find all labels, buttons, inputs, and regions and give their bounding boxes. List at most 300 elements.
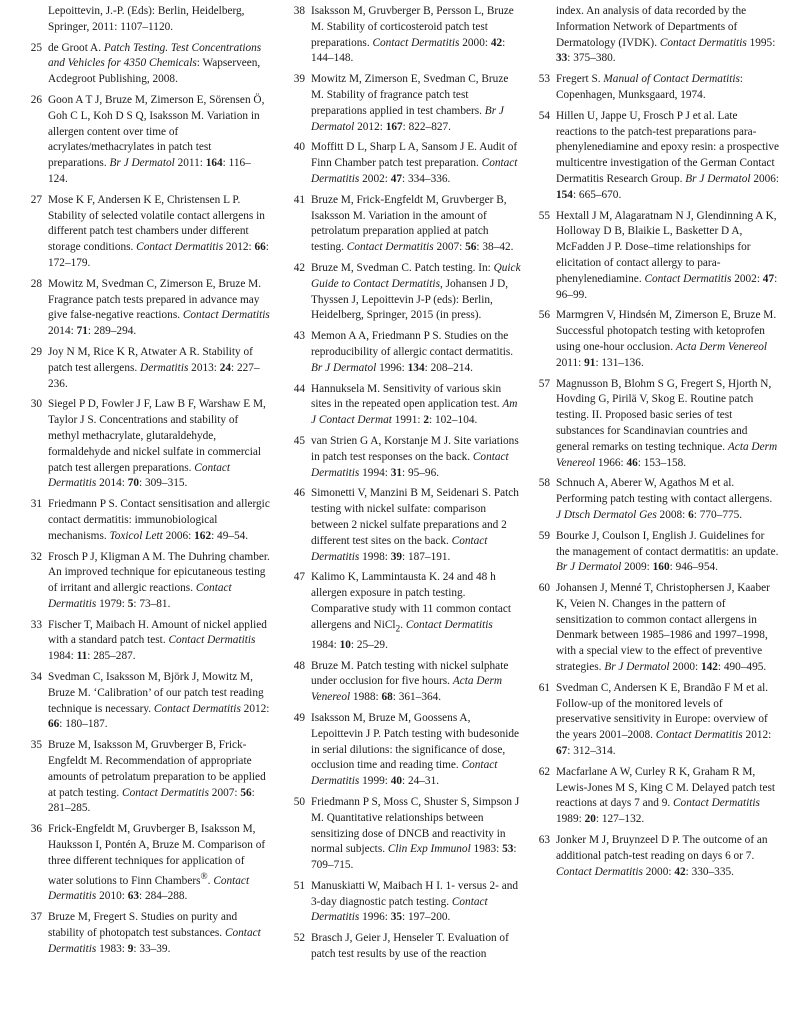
reference-number: 40: [293, 141, 305, 154]
reference-source: Toxicol Lett: [109, 529, 163, 542]
reference-text-segment: : 116–124.: [48, 157, 251, 185]
reference-number: 45: [293, 434, 305, 447]
reference-text: [556, 209, 780, 304]
reference-text-segment: Mose K F, Andersen K E, Christensen L P. Stability of selected volatile contact allergens in different patch test chambers under different storage conditions.: [48, 193, 265, 254]
reference-text: [311, 659, 521, 706]
reference-text: [48, 193, 270, 272]
reference-source: Quick Guide to Contact Dermatitis: [311, 261, 521, 290]
reference-text-segment: Macfarlane A W, Curley R K, Graham R M, Lewis-Jones M S, King C M. Delayed patch test reactions at days 7 and 9.: [556, 765, 776, 810]
reference-number: 34: [30, 671, 42, 684]
reference-entry: [285, 879, 521, 926]
reference-entry: [285, 140, 521, 187]
reference-text-segment: 2011:: [174, 157, 206, 170]
reference-text-segment: Friedmann P S. Contact sensitisation and allergic contact dermatitis: immunobiological mechanisms.: [48, 498, 270, 542]
reference-text-segment: Fregert S.: [556, 73, 604, 86]
reference-volume: 5: [127, 597, 134, 610]
reference-text-segment: 1983:: [470, 843, 503, 856]
reference-number: 37: [30, 911, 42, 923]
reference-number: 52: [293, 932, 305, 945]
reference-number: 54: [538, 109, 550, 122]
reference-number: 29: [30, 345, 42, 358]
reference-text: [48, 550, 270, 613]
reference-text-segment: 1966:: [595, 456, 627, 469]
reference-entry: [22, 618, 270, 665]
reference-volume: 53: [502, 843, 514, 856]
reference-entry: [22, 397, 270, 492]
reference-volume: 134: [407, 361, 425, 374]
reference-source: Manual of Contact Dermatitis: [603, 73, 740, 86]
reference-volume: 67: [556, 745, 568, 758]
reference-entry: [285, 261, 521, 324]
reference-source: Br J Dermatol: [685, 172, 751, 185]
reference-text: [311, 434, 521, 481]
reference-text-segment: Joy N M, Rice K R, Atwater A R. Stability of patch test allergens.: [48, 345, 253, 374]
reference-number: 42: [293, 261, 305, 274]
reference-text-segment: Mowitz M, Zimerson E, Svedman C, Bruze M. Stability of fragrance patch test preparations applied in test chambers.: [311, 73, 509, 117]
reference-text-segment: 2014:: [96, 477, 128, 490]
reference-number: 30: [30, 398, 42, 411]
reference-number: 47: [293, 571, 305, 584]
reference-text-segment: : 197–200.: [402, 911, 451, 924]
reference-text-segment: 1996:: [376, 361, 408, 374]
reference-source: Br J Dermatol: [311, 104, 504, 133]
reference-number: 31: [30, 498, 42, 511]
reference-text-segment: Magnusson B, Blohm S G, Fregert S, Hjorth N, Hovding G, Pirilä V, Skog E. Routine patch testing. II. Proposed basic series of test substances for Scandinavian countries and general remarks on testing technique.: [556, 377, 772, 453]
reference-text-segment: 1995:: [746, 36, 776, 49]
reference-text-segment: 2007:: [208, 786, 241, 799]
reference-source: Am J Contact Dermat: [311, 398, 518, 427]
reference-text-segment: Marmgren V, Hindsén M, Zimerson E, Bruze M. Successful photopatch testing with ketoprofen using one-hour occlusion.: [556, 309, 777, 353]
reference-number: 46: [293, 487, 305, 500]
reference-text-segment: 2000:: [669, 661, 701, 674]
reference-entry: [530, 681, 780, 760]
reference-text-segment: 1984:: [311, 638, 340, 651]
reference-entry: [285, 382, 521, 429]
reference-source: Contact Dermatitis: [673, 797, 760, 810]
reference-text-segment: : 153–158.: [637, 456, 687, 469]
reference-text-segment: : 822–827.: [402, 120, 451, 133]
reference-source: Contact Dermatitis: [48, 926, 261, 955]
reference-volume: 68: [381, 691, 393, 704]
reference-text-segment: Lepoittevin, J.-P. (Eds): Berlin, Heidelberg, Springer, 2011: 1107–1120.: [48, 5, 245, 33]
reference-text-segment: Simonetti V, Manzini B M, Seidenari S. Patch testing with nickel sulfate: comparison between 2 nickel sulfate preparations and 2 different test sites on the back.: [311, 487, 519, 547]
reference-source: Contact Dermatitis: [659, 36, 747, 49]
reference-entry: [530, 72, 780, 104]
reference-volume: 10: [339, 638, 351, 651]
reference-text-segment: 2012:: [240, 702, 270, 715]
reference-entry: [22, 822, 270, 905]
reference-volume: 6: [688, 508, 694, 521]
reference-volume: 33: [556, 52, 568, 65]
reference-text: [311, 879, 521, 926]
reference-text-segment: Bourke J, Coulson I, English J. Guidelines for the management of contact dermatitis: an update.: [556, 529, 779, 558]
reference-source: Contact Dermatitis: [311, 450, 509, 479]
reference-text: [311, 486, 521, 565]
reference-volume: 42: [490, 36, 503, 49]
reference-volume: 167: [385, 120, 403, 133]
reference-text-segment: : 281–285.: [48, 786, 255, 815]
reference-text-segment: : 227–236.: [48, 361, 260, 390]
reference-text-segment: 2007:: [433, 241, 466, 254]
reference-entry: [22, 910, 270, 957]
reference-text-segment: : 709–715.: [311, 843, 517, 872]
reference-text-segment: : 330–335.: [685, 865, 734, 878]
reference-text: [556, 377, 780, 472]
reference-text-segment: Fischer T, Maibach H. Amount of nickel applied with a standard patch test.: [48, 618, 267, 647]
reference-text-segment: : 770–775.: [693, 508, 743, 521]
reference-text-segment: 1979:: [96, 597, 128, 610]
reference-text-segment: Isaksson M, Bruze M, Goossens A, Lepoittevin J P. Patch testing with budesonide in serial dilutions: the significance of dose, occlusion time and reading time.: [311, 711, 520, 772]
reference-text-segment: : 144–148.: [311, 36, 506, 65]
reference-text: [311, 72, 521, 135]
reference-text-segment: 2000:: [459, 36, 491, 49]
reference-text-segment: van Strien G A, Korstanje M J. Site variations in patch test responses on the back.: [311, 434, 519, 463]
reference-text-segment: index. An analysis of data recorded by the Information Network of Departments of Dermatology (IVDK).: [556, 5, 747, 49]
reference-text: [48, 5, 245, 33]
reference-text-segment: 2009:: [621, 561, 653, 574]
reference-text-segment: Johansen J, Menné T, Christophersen J, Kaaber K, Veien N. Changes in the pattern of sensitization to common contact allergens in Denmark between 1985–1986 and 1997–1998, with a special view to the effect of preventive strategies.: [556, 582, 770, 674]
reference-source: Contact Dermatitis: [153, 702, 241, 715]
reference-entry: [285, 711, 521, 790]
reference-source: Contact Dermatitis: [48, 874, 250, 903]
reference-text-segment: Hillen U, Jappe U, Frosch P J et al. Late reactions to the patch-test preparations para-phenylenediamine and epoxy resin: a prospective multicentre investigation of the German Contact Dermatitis Research Group.: [556, 109, 780, 185]
reference-entry: [22, 93, 270, 188]
reference-text-segment: : 49–54.: [211, 529, 249, 542]
reference-volume: 9: [127, 942, 134, 955]
reference-entry: [285, 193, 521, 256]
reference-volume: 164: [205, 157, 223, 170]
reference-text: [48, 345, 270, 392]
reference-entry: [285, 486, 521, 565]
reference-text-segment: 2008:: [656, 508, 689, 521]
reference-source: Contact Dermatitis: [168, 634, 256, 647]
reference-text: [556, 72, 780, 104]
reference-text-segment: 1994:: [359, 466, 391, 479]
reference-text-segment: : 309–315.: [139, 477, 188, 490]
reference-entry: [285, 434, 521, 481]
reference-number: 61: [538, 681, 550, 694]
reference-entry: [285, 659, 521, 706]
reference-source: Clin Exp Immunol: [387, 843, 471, 856]
reference-text-segment: : 96–99.: [556, 272, 778, 301]
reference-text: [48, 41, 270, 88]
reference-continuation: [530, 4, 780, 67]
reference-text: [311, 931, 521, 963]
reference-text-segment: : Wapserveen, Acdegroot Publishing, 2008.: [48, 57, 261, 86]
reference-volume: 66: [254, 241, 266, 254]
reference-text: [311, 140, 521, 187]
reference-text-segment: Bruze M, Fregert S. Studies on purity and stability of photopatch test substances.: [48, 911, 238, 939]
reference-source: Contact Dermatitis: [136, 241, 224, 254]
reference-entry: [285, 795, 521, 874]
reference-text-segment: Memon A A, Friedmann P S. Studies on the reproducibility of allergic contact dermatitis.: [311, 330, 514, 358]
reference-source: Contact Dermatitis: [311, 157, 518, 185]
reference-entry: [22, 345, 270, 392]
reference-volume: 11: [76, 650, 88, 663]
reference-source: J Dtsch Dermatol Ges: [556, 508, 657, 521]
reference-number: 59: [538, 529, 550, 542]
reference-text: [556, 581, 780, 676]
reference-number: 48: [293, 659, 305, 672]
reference-text-segment: 2010:: [96, 890, 128, 903]
reference-text-segment: 1989:: [556, 813, 585, 826]
reference-number: 28: [30, 277, 42, 290]
reference-text-segment: : 665–670.: [572, 188, 622, 201]
reference-text-segment: : 208–214.: [424, 361, 473, 374]
reference-number: 43: [293, 330, 305, 343]
reference-text: [48, 277, 270, 340]
reference-number: 38: [293, 5, 305, 17]
reference-number: 35: [30, 739, 42, 752]
reference-volume: 40: [390, 775, 403, 788]
reference-source: Contact Dermatitis: [372, 36, 460, 49]
reference-entry: [22, 277, 270, 340]
reference-text: [556, 833, 780, 880]
reference-text-segment: : 38–42.: [476, 241, 514, 254]
reference-text: [556, 476, 780, 523]
reference-number: 62: [538, 765, 550, 778]
reference-text-segment: : 180–187.: [59, 718, 108, 731]
reference-volume: 47: [390, 172, 403, 185]
reference-volume: 2: [423, 414, 429, 427]
reference-entry: [285, 570, 521, 653]
reference-source: Br J Dermatol: [311, 361, 377, 374]
reference-source: Acta Derm Venereol: [556, 440, 778, 469]
reference-text-segment: Jonker M J, Bruynzeel D P. The outcome of an additional patch-test reading on days 6 or 7.: [556, 834, 768, 862]
reference-source: Contact Dermatitis: [346, 241, 434, 254]
reference-text: [48, 738, 270, 817]
reference-text-segment: Frosch P J, Kligman A M. The Duhring chamber. An improved technique for epicutaneous testing of irritant and allergic reactions.: [48, 550, 270, 595]
reference-text-segment: 1998:: [359, 550, 391, 563]
reference-text-segment: Svedman C, Isaksson M, Björk J, Mowitz M, Bruze M. ‘Calibration’ of our patch test reading technique is necessary.: [48, 671, 264, 715]
reference-text: [311, 795, 521, 874]
reference-text-segment: Friedmann P S, Moss C, Shuster S, Simpson J M. Quantitative relationships between sensitizing dose of DNCB and reactivity in normal subjects.: [311, 795, 520, 856]
reference-text: [311, 570, 521, 653]
reference-text-segment: Siegel P D, Fowler J F, Law B F, Warshaw E M, Taylor J S. Concentrations and stability of methyl methacrylate, glutaraldehyde, formaldehyde and nickel sulfate in commercial patch test allergen preparations.: [48, 398, 266, 474]
reference-text-segment: 1996:: [359, 911, 391, 924]
reference-entry: [285, 72, 521, 135]
reference-volume: 35: [390, 911, 403, 924]
reference-text-segment: Bruze M, Isaksson M, Gruvberger B, Frick-Engfeldt M. Recommendation of appropriate amounts of petrolatum preparation to be applied at patch testing.: [48, 739, 266, 799]
reference-text: [48, 618, 270, 665]
reference-text-segment: Bruze M, Frick-Engfeldt M, Gruvberger B, Isaksson M. Variation in the amount of petrolatum preparation applied at patch testing.: [311, 193, 507, 254]
reference-text: [311, 4, 521, 67]
reference-text-segment: : 73–81.: [133, 597, 171, 610]
reference-number: 36: [30, 823, 42, 836]
reference-text-segment: : 95–96.: [402, 466, 440, 479]
reference-volume: 42: [674, 865, 686, 878]
reference-source: Contact Dermatitis: [655, 729, 743, 742]
reference-text-segment: Frick-Engfeldt M, Gruvberger B, Isaksson M, Hauksson I, Pontén A, Bruze M. Comparison of three different techniques for application of water solutions to Finn Chambers: [48, 823, 266, 887]
reference-column-2: [285, 4, 521, 963]
reference-text: [48, 822, 270, 905]
reference-text: [48, 93, 270, 188]
reference-text: [311, 711, 521, 790]
reference-text-segment: 2: [395, 623, 401, 634]
reference-text-segment: : 490–495.: [717, 661, 767, 674]
reference-text-segment: : 33–39.: [133, 942, 171, 955]
reference-entry: [530, 308, 780, 371]
reference-text-segment: : 312–314.: [567, 745, 616, 758]
reference-entry: [285, 931, 521, 963]
reference-text-segment: : 127–132.: [595, 813, 645, 826]
reference-text-segment: 1999:: [359, 775, 391, 788]
reference-volume: 39: [390, 550, 403, 563]
reference-source: Dermatitis: [140, 361, 189, 374]
reference-number: 26: [30, 93, 42, 106]
reference-text-segment: 1984:: [48, 650, 77, 663]
reference-source: Contact Dermatitis: [122, 786, 209, 799]
reference-volume: 56: [240, 786, 252, 799]
reference-text: [48, 910, 270, 957]
reference-text: [556, 109, 780, 204]
reference-text-segment: 1991:: [391, 414, 424, 427]
reference-text: [556, 765, 780, 828]
reference-text-segment: 1983:: [96, 942, 128, 955]
reference-text-segment: : 946–954.: [669, 561, 718, 574]
reference-text-segment: : 361–364.: [392, 691, 442, 704]
reference-source: Acta Derm Venereol: [675, 340, 768, 353]
reference-continuation: [22, 4, 270, 36]
reference-volume: 154: [556, 188, 573, 201]
reference-text-segment: Hannuksela M. Sensitivity of various skin sites in the repeated open application test.: [311, 382, 503, 411]
reference-text: [556, 529, 780, 576]
reference-number: 56: [538, 309, 550, 322]
reference-number: 58: [538, 477, 550, 490]
reference-text-segment: 2002:: [359, 172, 391, 185]
reference-entry: [530, 377, 780, 472]
reference-entry: [530, 765, 780, 828]
reference-entry: [530, 476, 780, 523]
reference-text-segment: : 24–31.: [402, 775, 440, 788]
reference-text-segment: : 284–288.: [139, 890, 188, 903]
reference-text-segment: : 289–294.: [87, 325, 137, 338]
reference-text-segment: .: [207, 874, 214, 887]
reference-number: 41: [293, 193, 305, 206]
reference-text-segment: 2012:: [223, 241, 255, 254]
reference-volume: 63: [127, 890, 140, 903]
reference-text: [48, 670, 270, 733]
reference-text-segment: Schnuch A, Aberer W, Agathos M et al. Performing patch testing with contact allergens.: [556, 477, 773, 506]
reference-entry: [530, 833, 780, 880]
reference-text-segment: Bruze M. Patch testing with nickel sulphate under occlusion for five hours.: [311, 659, 509, 688]
reference-text-segment: : 102–104.: [429, 414, 478, 427]
reference-number: 44: [293, 382, 305, 395]
reference-text-segment: 2011:: [556, 356, 585, 369]
reference-entry: [530, 581, 780, 676]
reference-entry: [530, 529, 780, 576]
reference-volume: 20: [584, 813, 596, 826]
reference-entry: [22, 193, 270, 272]
reference-text-segment: 2012:: [354, 120, 386, 133]
reference-number: 25: [30, 41, 42, 54]
reference-text-segment: 2000:: [642, 865, 675, 878]
reference-text: [48, 397, 270, 492]
reference-volume: 160: [652, 561, 670, 574]
reference-text-segment: : 131–136.: [595, 356, 644, 369]
reference-source: Patch Testing. Test Concentrations and Vehicles for 4350 Chemicals: [48, 41, 262, 70]
reference-source: Contact Dermatitis: [311, 895, 488, 924]
reference-text: [556, 308, 780, 371]
reference-entry: [22, 550, 270, 613]
reference-entry: [285, 329, 521, 376]
reference-volume: 91: [584, 356, 596, 369]
reference-text-segment: : 334–336.: [402, 172, 451, 185]
reference-source: Contact Dermatitis: [311, 534, 488, 563]
reference-text: [311, 329, 521, 376]
reference-volume: 47: [762, 272, 775, 285]
reference-volume: 71: [76, 325, 88, 338]
reference-source: Contact Dermatitis: [48, 461, 231, 490]
reference-entry: [22, 497, 270, 544]
reference-text-segment: : 25–29.: [350, 638, 388, 651]
reference-number: 63: [538, 834, 550, 847]
reference-number: 33: [30, 618, 42, 631]
reference-volume: 66: [48, 718, 60, 731]
reference-text-segment: , Johansen J D, Thyssen J, Lepoittevin J-P (eds): Berlin, Heidelberg, Springer, 2015 (in press).: [311, 277, 509, 322]
reference-text: [311, 193, 521, 256]
reference-text-segment: 1988:: [350, 691, 382, 704]
reference-number: 57: [538, 377, 550, 390]
reference-entry: [22, 738, 270, 817]
reference-text-segment: Bruze M, Svedman C. Patch testing. In:: [311, 261, 494, 274]
reference-entry: [22, 41, 270, 88]
reference-source: Contact Dermatitis: [405, 618, 493, 631]
reference-text-segment: ®: [200, 871, 208, 882]
reference-source: Acta Derm Venereol: [311, 675, 503, 704]
reference-text-segment: : 375–380.: [567, 52, 616, 65]
reference-number: 39: [293, 73, 305, 86]
reference-text-segment: 2013:: [188, 361, 220, 374]
reference-text-segment: : Copenhagen, Munksgaard, 1974.: [556, 73, 744, 101]
reference-source: Contact Dermatitis: [644, 272, 732, 285]
reference-text: [48, 497, 270, 544]
reference-column-1: [22, 4, 270, 957]
reference-text-segment: 2002:: [731, 272, 763, 285]
reference-text-segment: Moffitt D L, Sharp L A, Sansom J E. Audit of Finn Chamber patch test preparation.: [311, 141, 518, 170]
reference-volume: 70: [127, 477, 140, 490]
reference-source: Contact Dermatitis: [182, 309, 270, 322]
reference-number: 51: [293, 879, 305, 892]
reference-text-segment: .: [400, 618, 406, 631]
reference-number: 50: [293, 795, 305, 808]
reference-text-segment: Manuskiatti W, Maibach H I. 1- versus 2- and 3-day diagnostic patch testing.: [311, 879, 519, 908]
reference-text-segment: de Groot A.: [48, 41, 104, 54]
reference-text-segment: : 187–191.: [402, 550, 451, 563]
reference-volume: 162: [194, 529, 212, 542]
reference-source: Br J Dermatol: [604, 661, 670, 674]
reference-text-segment: Brasch J, Geier J, Henseler T. Evaluation of patch test results by use of the reaction: [311, 932, 509, 961]
reference-source: Contact Dermatitis: [556, 865, 643, 878]
reference-text-segment: Kalimo K, Lammintausta K. 24 and 48 h allergen exposure in patch testing. Comparative study with 11 common contact allergens and NiCl: [311, 571, 512, 631]
reference-text-segment: Hextall J M, Alagaratnam N J, Glendinning A K, Holloway D B, Blaikie L, Basketter D A, McFadden J P. Dose–time relationships for elicitation of contact allergy to para-phenylenediamine.: [556, 209, 777, 285]
reference-number: 60: [538, 582, 550, 595]
reference-text: [556, 5, 775, 64]
reference-column-3: [530, 4, 780, 880]
reference-text-segment: Svedman C, Andersen K E, Brandão F M et al. Follow-up of the monitored levels of preservative sensitivity in Europe: overview of the years 2001–2008.: [556, 681, 769, 742]
reference-text-segment: Mowitz M, Svedman C, Zimerson E, Bruze M. Fragrance patch tests prepared in advance may give false-negative reactions.: [48, 277, 262, 322]
reference-source: Br J Dermatol: [109, 157, 175, 170]
reference-entry: [285, 4, 521, 67]
reference-entry: [530, 209, 780, 304]
reference-source: Br J Dermatol: [556, 561, 622, 574]
reference-source: Contact Dermatitis: [48, 582, 232, 610]
reference-text-segment: Isaksson M, Gruvberger B, Persson L, Bruze M. Stability of corticosteroid patch test preparations.: [311, 5, 514, 49]
reference-number: 27: [30, 193, 42, 206]
reference-text-segment: 2006:: [750, 172, 780, 185]
reference-text-segment: 2014:: [48, 325, 77, 338]
reference-text: [311, 261, 521, 324]
